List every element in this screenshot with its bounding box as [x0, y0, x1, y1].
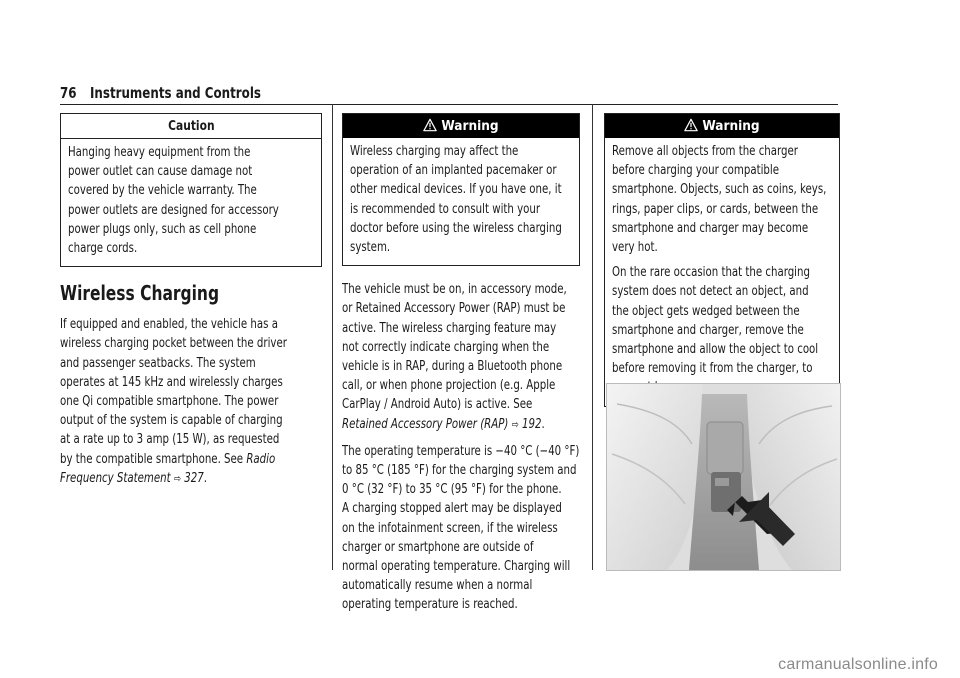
warning-text-1: Wireless charging may affect the operation of an implanted pacemaker or other medical devices. If you have one, it is recommended to consult with your doctor before using the wireless charging system.: [350, 144, 562, 256]
warning-triangle-icon: [684, 118, 698, 132]
caution-box: [60, 113, 322, 267]
caution-title: Caution: [61, 114, 321, 139]
warning-text-2: Remove all objects from the charger before charging your compatible smartphone. Objects, such as coins, keys, rings, paper clips, or cards, between the smartphone and charger may become very hot. On the rare occasion that the charging system does not detect an object, and the object gets wedged between the smartphone and charger, remove the smartphone and allow the object to cool before removing it from the charger, to: [612, 144, 827, 377]
wireless-charging-heading: Wireless Charging: [60, 281, 220, 306]
column-1: [60, 113, 322, 488]
page-ref-icon: ⇨: [511, 417, 519, 431]
warning-title: Warning: [605, 114, 839, 138]
accessory-mode-paragraph: The vehicle must be on, in accessory mode, or Retained Accessory Power (RAP) must be active. The wireless charging feature may not correctly indicate charging when the vehicle is in RAP, during a Bluetooth phone call, or when phone projection (e.g. Apple CarPlay / Android Auto) is active. See Retained Accessory Power (RAP) ⇨ 192.: [342, 282, 567, 432]
wireless-charging-paragraph: If equipped and enabled, the vehicle has a wireless charging pocket between the driver and passenger seatbacks. The system operates at 145 kHz and wirelessly charges one Qi compatible smartphone. The power output of the system is capable of charging at a rate up to 3 amp (15 W), as requested by the compatible smartphone. See Radio Frequency Statement ⇨ 327.: [60, 317, 287, 486]
temperature-paragraph: The operating temperature is −40 °C (−40 °F) to 85 °C (185 °F) for the charging system and 0 °C (32 °F) to 35 °C (95 °F) for the phone. A charging stopped alert may be displayed on the infotainment screen, if the wireless charger or smartphone are outside of normal operating temperature. Charging will automatically resume when a normal operating temperature is reached.: [342, 443, 580, 613]
footer: [0, 648, 960, 678]
charger-pocket-image: [607, 384, 840, 570]
page-number: 76: [60, 84, 77, 102]
rap-link[interactable]: Retained Accessory Power (RAP): [342, 416, 509, 432]
warning-box-2: [604, 113, 840, 407]
warning-box-1: [342, 113, 580, 266]
watermark-text[interactable]: carmanualsonline.info: [778, 656, 938, 673]
caution-text: Hanging heavy equipment from the power outlet can cause damage not covered by the vehicle warranty. The power outlets are designed for accessory power plugs only, such as cell phone charge cords.: [68, 145, 279, 257]
column-divider: [592, 104, 593, 570]
column-divider: [332, 104, 333, 570]
column-2: [342, 113, 580, 623]
page-ref-327[interactable]: 327: [184, 470, 204, 486]
page-header: [60, 82, 838, 105]
column-3: [604, 113, 840, 421]
page-ref-icon: ⇨: [173, 471, 182, 485]
radio-frequency-link[interactable]: Radio: [246, 451, 276, 467]
page-ref-192[interactable]: 192: [522, 416, 542, 432]
section-title: Instruments and Controls: [90, 84, 261, 102]
warning-triangle-icon: [423, 118, 437, 132]
wireless-charger-illustration: [606, 383, 841, 571]
radio-frequency-link-cont[interactable]: Frequency Statement: [60, 470, 171, 486]
warning-title: Warning: [343, 114, 579, 138]
